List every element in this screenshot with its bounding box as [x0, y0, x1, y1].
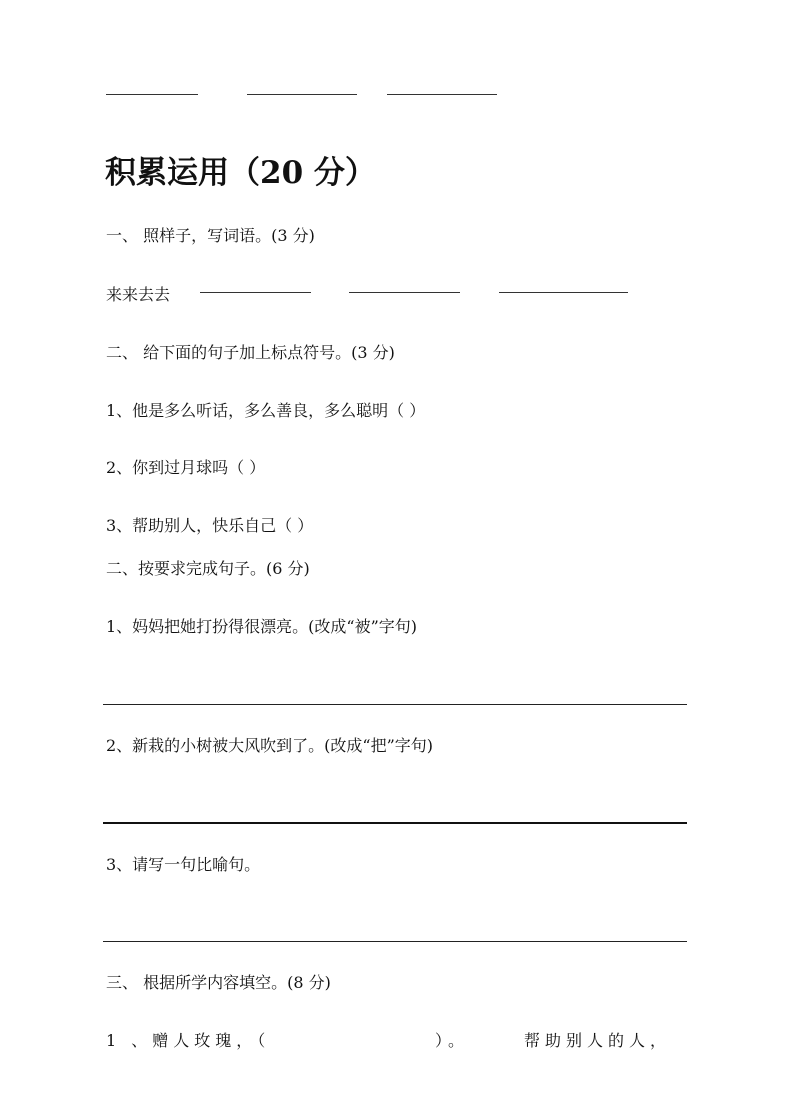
punctuation-item-2: 2、你到过月球吗（ ） [106, 458, 266, 477]
section1-heading: 一、 照样子，写词语。(3 分) [106, 226, 315, 245]
answer-line-2[interactable] [103, 822, 687, 824]
fill-item-1-start: 1 、赠人玫瑰，（ [106, 1031, 271, 1050]
word-blank-2[interactable] [349, 292, 460, 293]
sentence-task-1: 1、妈妈把她打扮得很漂亮。(改成“被”字句) [106, 617, 418, 636]
section4-heading: 三、 根据所学内容填空。(8 分) [106, 973, 331, 992]
fill-item-1-end: ）。 [435, 1031, 470, 1050]
punctuation-item-3: 3、帮助别人，快乐自己（ ） [106, 516, 314, 535]
top-blank-line-2 [247, 94, 357, 95]
word-example: 来来去去 [106, 285, 171, 304]
punctuation-item-1: 1、他是多么听话，多么善良，多么聪明（ ） [106, 401, 426, 420]
word-blank-3[interactable] [499, 292, 628, 293]
top-blank-line-1 [106, 94, 198, 95]
word-blank-1[interactable] [200, 292, 311, 293]
section2-heading: 二、 给下面的句子加上标点符号。(3 分) [106, 343, 395, 362]
section-title: 积累运用（20 分） [105, 155, 376, 191]
section3-heading: 二、按要求完成句子。(6 分) [106, 559, 310, 578]
sentence-task-3: 3、请写一句比喻句。 [106, 855, 261, 874]
answer-line-1[interactable] [103, 704, 687, 705]
answer-line-3[interactable] [103, 941, 687, 942]
sentence-task-2: 2、新栽的小树被大风吹到了。(改成“把”字句) [106, 736, 434, 755]
top-blank-line-3 [387, 94, 497, 95]
fill-item-1-continuation: 帮助别人的人， [524, 1031, 672, 1050]
